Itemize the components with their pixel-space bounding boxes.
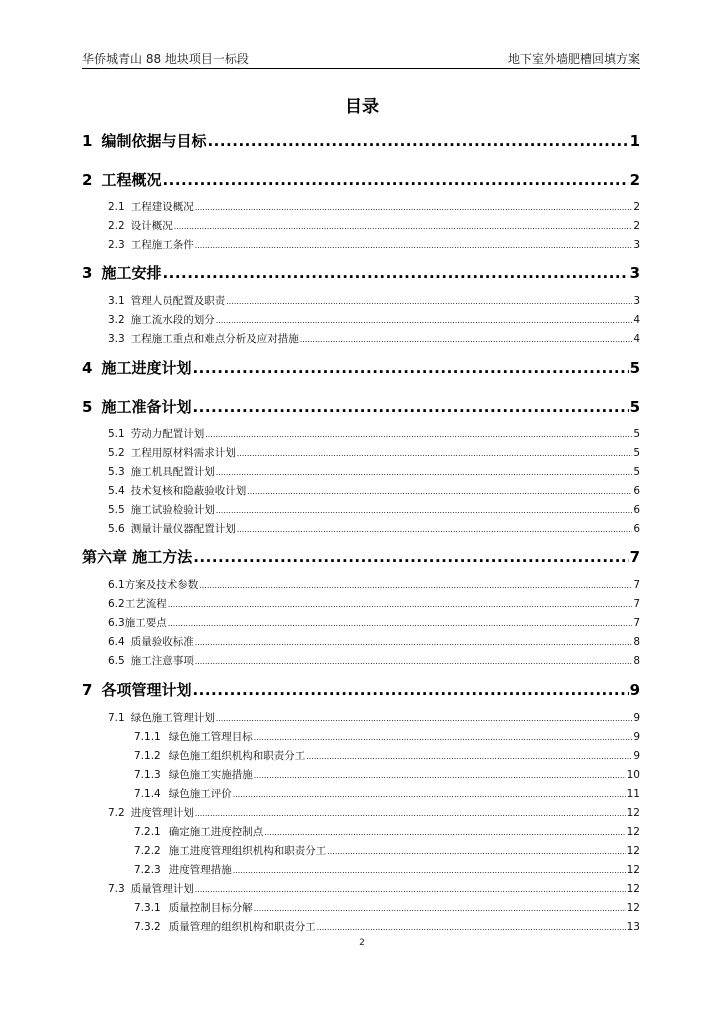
toc-entry-6-4[interactable]: 6.4 质量验收标准 ..... 8 (108, 634, 640, 650)
toc-entry-7-1[interactable]: 7.1 绿色施工管理计划 ..... 9 (108, 710, 640, 726)
page-number: 2 (359, 938, 365, 948)
toc-entry-1[interactable]: 1 编制依据与目标 ..... 1 (82, 131, 640, 151)
toc-title: 目录 (345, 97, 379, 117)
toc-entry-7-3-2[interactable]: 7.3.2 质量管理的组织机构和职责分工 ..... 13 (134, 919, 640, 935)
toc-entry-7-2[interactable]: 7.2 进度管理计划 ..... 12 (108, 805, 640, 821)
toc-entry-2-1[interactable]: 2.1 工程建设概况 ..... 2 (108, 199, 640, 215)
toc-entry-6-5[interactable]: 6.5 施工注意事项 ..... 8 (108, 653, 640, 669)
toc-entry-7-1-2[interactable]: 7.1.2 绿色施工组织机构和职责分工 ..... 9 (134, 748, 640, 764)
toc-entry-5-6[interactable]: 5.6 测量计量仪器配置计划 ..... 6 (108, 521, 640, 537)
toc-entry-7-2-1[interactable]: 7.2.1 确定施工进度控制点 ..... 12 (134, 824, 640, 840)
toc-entry-7-1-1[interactable]: 7.1.1 绿色施工管理目标 ..... 9 (134, 729, 640, 745)
toc-entry-7-1-4[interactable]: 7.1.4 绿色施工评价 ..... 11 (134, 786, 640, 802)
toc-entry-5-4[interactable]: 5.4 技术复核和隐蔽验收计划 ..... 6 (108, 483, 640, 499)
toc-entry-7-3-1[interactable]: 7.3.1 质量控制目标分解 ..... 12 (134, 900, 640, 916)
toc-entry-3-2[interactable]: 3.2 施工流水段的划分 ..... 4 (108, 312, 640, 328)
toc-entry-3-1[interactable]: 3.1 管理人员配置及职责 ..... 3 (108, 293, 640, 309)
header-project-name: 华侨城青山 88 地块项目一标段 (82, 52, 249, 66)
toc-entry-6[interactable]: 第六章 施工方法 ..... 7 (82, 547, 640, 567)
toc-entry-7-2-3[interactable]: 7.2.3 进度管理措施 ..... 12 (134, 862, 640, 878)
toc-entry-7-3[interactable]: 7.3 质量管理计划 ..... 12 (108, 881, 640, 897)
toc-entry-5-3[interactable]: 5.3 施工机具配置计划 ..... 5 (108, 464, 640, 480)
toc-entry-6-3[interactable]: 6.3 施工要点 ..... 7 (108, 615, 640, 631)
toc-entry-7[interactable]: 7 各项管理计划 ..... 9 (82, 680, 640, 700)
toc-entry-7-1-3[interactable]: 7.1.3 绿色施工实施措施 ..... 10 (134, 767, 640, 783)
toc-entry-5[interactable]: 5 施工准备计划 ..... 5 (82, 397, 640, 417)
toc-entry-2-2[interactable]: 2.2 设计概况 ..... 2 (108, 218, 640, 234)
toc-entry-5-2[interactable]: 5.2 工程用原材料需求计划 ..... 5 (108, 445, 640, 461)
toc-entry-3-3[interactable]: 3.3 工程施工重点和难点分析及应对措施 ..... 4 (108, 331, 640, 347)
toc-entry-4[interactable]: 4 施工进度计划 ..... 5 (82, 358, 640, 378)
toc-entry-6-2[interactable]: 6.2 工艺流程 ..... 7 (108, 596, 640, 612)
header-document-title: 地下室外墙肥槽回填方案 (507, 52, 640, 66)
toc-entry-2[interactable]: 2 工程概况 ..... 2 (82, 170, 640, 190)
toc-entry-2-3[interactable]: 2.3 工程施工条件 ..... 3 (108, 237, 640, 253)
toc-entry-5-1[interactable]: 5.1 劳动力配置计划 ..... 5 (108, 426, 640, 442)
page-header (82, 50, 640, 69)
toc-entry-6-1[interactable]: 6.1 方案及技术参数 ..... 7 (108, 577, 640, 593)
toc-entry-7-2-2[interactable]: 7.2.2 施工进度管理组织机构和职责分工 ..... 12 (134, 843, 640, 859)
toc-entry-3[interactable]: 3 施工安排 ..... 3 (82, 263, 640, 283)
toc-entry-5-5[interactable]: 5.5 施工试验检验计划 ..... 6 (108, 502, 640, 518)
